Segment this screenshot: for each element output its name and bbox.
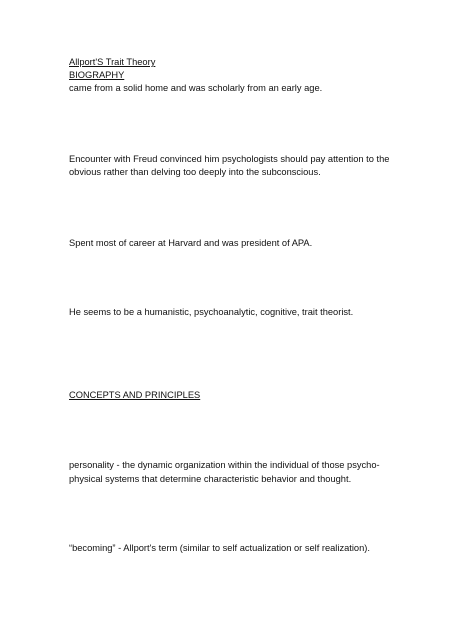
document-title: Allport'S Trait Theory — [69, 57, 156, 67]
freud-text-line-1: Encounter with Freud convinced him psychologists should pay attention to the — [69, 154, 390, 164]
concepts-heading: CONCEPTS AND PRINCIPLES — [69, 390, 201, 400]
harvard-text: Spent most of career at Harvard and was president of APA. — [69, 238, 313, 248]
biography-text: came from a solid home and was scholarly from an early age. — [69, 83, 323, 93]
personality-text-line-2: physical systems that determine characteristic behavior and thought. — [69, 474, 352, 484]
becoming-text: “becoming” - Allport's term (similar to self actualization or self realization). — [69, 543, 370, 553]
theorist-text: He seems to be a humanistic, psychoanalytic, cognitive, trait theorist. — [69, 307, 354, 317]
freud-text-line-2: obvious rather than delving too deeply into the subconscious. — [69, 167, 321, 177]
biography-heading: BIOGRAPHY — [69, 70, 125, 80]
personality-text-line-1: personality - the dynamic organization within the individual of those psycho- — [69, 460, 380, 470]
